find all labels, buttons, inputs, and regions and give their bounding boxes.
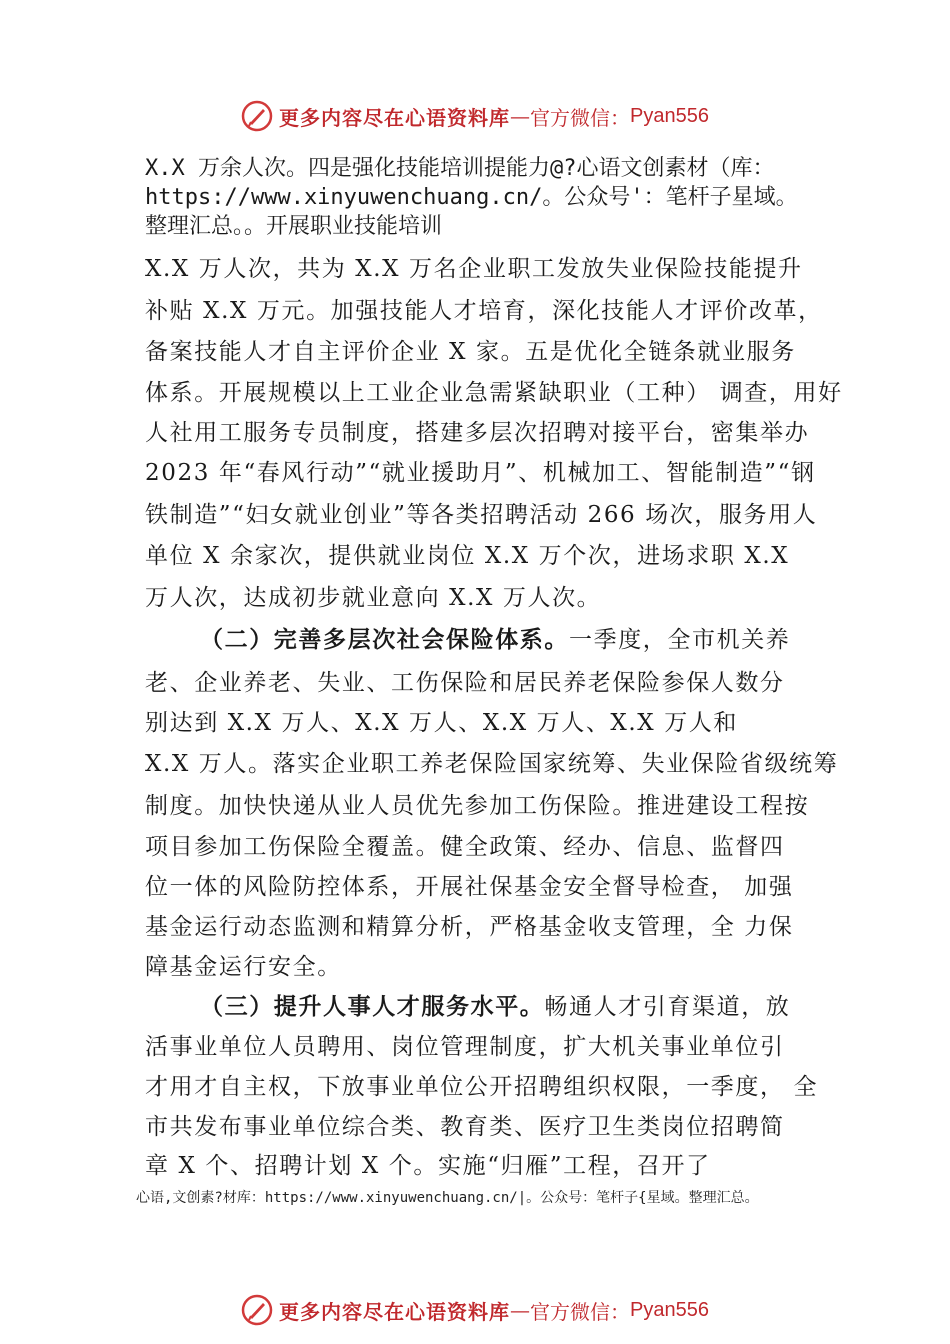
banner-wechat-id: Pyan556 bbox=[630, 1298, 709, 1321]
text-line: 2023 年“春风行动”“就业援助月”、机械加工、智能制造”“钢 bbox=[145, 460, 816, 486]
footer-watermark-text: 心语,文创素?材库：https://www.xinyuwenchuang.cn/|。公众号：笔杆子{星域。整理汇总。 bbox=[136, 1190, 759, 1206]
text-line: 市共发布事业单位综合类、教育类、医疗卫生类岗位招聘简 bbox=[145, 1114, 785, 1140]
banner-dash: — bbox=[510, 1298, 531, 1322]
banner-official: 官方微信： bbox=[530, 105, 631, 130]
text-line: 位一体的风险防控体系，开展社保基金安全督导检查， 加强 bbox=[145, 874, 794, 900]
text-line: 万人次，达成初步就业意向 X.X 万人次。 bbox=[145, 585, 602, 611]
text-line: 人社用工服务专员制度，搭建多层次招聘对接平台，密集举办 bbox=[145, 420, 810, 446]
banner-dash: — bbox=[510, 104, 531, 128]
text-line: 基金运行动态监测和精算分析，严格基金收支管理，全 力保 bbox=[145, 914, 794, 940]
text-line: 老、企业养老、失业、工伤保险和居民养老保险参保人数分 bbox=[145, 670, 785, 696]
paragraph-3-text: 畅通人才引育渠道，放 bbox=[544, 994, 791, 1020]
banner-wechat-id: Pyan556 bbox=[630, 104, 709, 127]
paragraph-2-text: 一季度，全市机关养 bbox=[569, 627, 791, 653]
paragraph-3-heading: （三）提升人事人才服务水平。 bbox=[200, 993, 545, 1020]
text-line: 体系。开展规模以上工业企业急需紧缺职业（工种） 调查，用好 bbox=[145, 380, 843, 406]
banner-official: 官方微信： bbox=[530, 1299, 631, 1324]
text-line: 整理汇总。。开展职业技能培训 bbox=[145, 214, 443, 239]
quill-logo-icon bbox=[241, 100, 273, 132]
text-line: https://www.xinyuwenchuang.cn/。公众号'：笔杆子星域。 bbox=[145, 185, 798, 210]
header-banner bbox=[0, 96, 950, 136]
banner-title: 更多内容尽在心语资料库 bbox=[279, 105, 511, 130]
text-line: 章 X 个、招聘计划 X 个。实施“归雁”工程，召开了 bbox=[145, 1153, 711, 1179]
text-line: X.X 万人次，共为 X.X 万名企业职工发放失业保险技能提升 bbox=[145, 256, 803, 282]
text-line: 单位 X 余家次，提供就业岗位 X.X 万个次，进场求职 X.X bbox=[145, 543, 790, 569]
text-line: 才用才自主权，下放事业单位公开招聘组织权限，一季度， 全 bbox=[145, 1074, 819, 1100]
text-line: 铁制造”“妇女就业创业”等各类招聘活动 266 场次，服务用人 bbox=[145, 502, 818, 528]
text-line: X.X 万余人次。四是强化技能培训提能力@?心语文创素材（库： bbox=[145, 156, 775, 181]
paragraph-2-heading: （二）完善多层次社会保险体系。 bbox=[200, 626, 569, 653]
text-line: 别达到 X.X 万人、X.X 万人、X.X 万人、X.X 万人和 bbox=[145, 710, 738, 736]
text-line: X.X 万人。落实企业职工养老保险国家统筹、失业保险省级统筹 bbox=[145, 751, 839, 777]
paragraph-3-first-line bbox=[200, 993, 790, 1021]
footer-banner bbox=[0, 1290, 950, 1330]
text-line: 备案技能人才自主评价企业 X 家。五是优化全链条就业服务 bbox=[145, 339, 796, 365]
text-line: 障基金运行安全。 bbox=[145, 954, 342, 980]
text-line: 项目参加工伤保险全覆盖。健全政策、经办、信息、监督四 bbox=[145, 834, 785, 860]
text-line: 制度。加快快递从业人员优先参加工伤保险。推进建设工程按 bbox=[145, 793, 810, 819]
paragraph-2-first-line bbox=[200, 626, 790, 654]
text-line: 补贴 X.X 万元。加强技能人才培育，深化技能人才评价改革， bbox=[145, 298, 823, 324]
quill-logo-icon bbox=[241, 1294, 273, 1326]
text-line: 活事业单位人员聘用、岗位管理制度，扩大机关事业单位引 bbox=[145, 1034, 785, 1060]
banner-title: 更多内容尽在心语资料库 bbox=[279, 1299, 511, 1324]
